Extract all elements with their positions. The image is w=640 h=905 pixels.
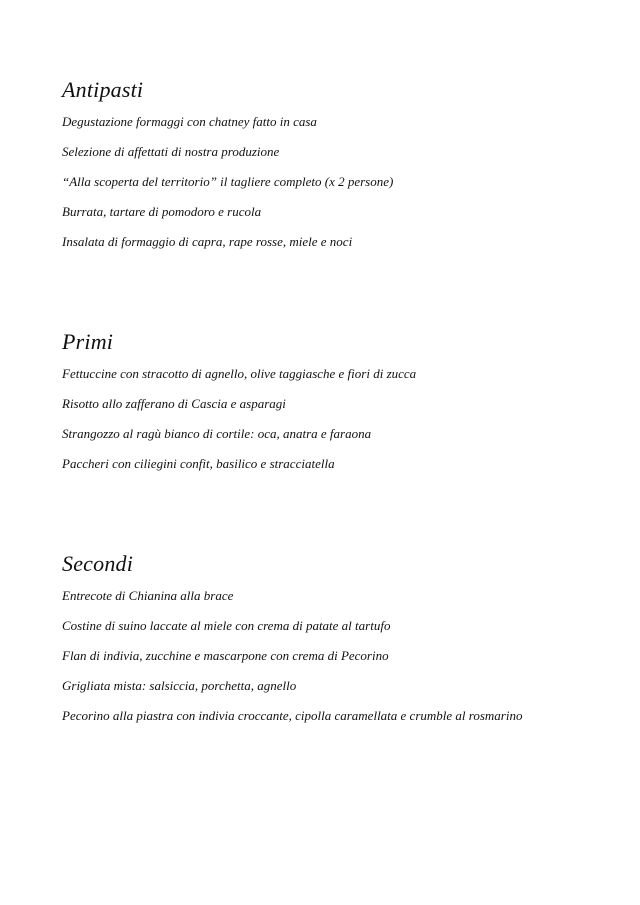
- menu-item: Grigliata mista: salsiccia, porchetta, agnello: [62, 678, 297, 693]
- section-title: Primi: [62, 329, 114, 354]
- section-title: Antipasti: [62, 77, 144, 102]
- menu-item: Pecorino alla piastra con indivia croccante, cipolla caramellata e crumble al rosmarino: [62, 708, 523, 723]
- menu-item: Degustazione formaggi con chatney fatto in casa: [62, 114, 317, 129]
- menu-item: Entrecote di Chianina alla brace: [62, 588, 234, 603]
- menu-item: Flan di indivia, zucchine e mascarpone con crema di Pecorino: [62, 648, 389, 663]
- menu-item: Selezione di affettati di nostra produzione: [62, 144, 280, 159]
- section-title: Secondi: [62, 551, 134, 576]
- menu-item: Risotto allo zafferano di Cascia e asparagi: [62, 396, 286, 411]
- menu-item: Fettuccine con stracotto di agnello, olive taggiasche e fiori di zucca: [62, 366, 417, 381]
- menu-item: “Alla scoperta del territorio” il tagliere completo (x 2 persone): [62, 174, 394, 189]
- section-antipasti: [62, 78, 622, 264]
- menu-item: Paccheri con ciliegini confit, basilico e stracciatella: [62, 456, 335, 471]
- section-primi: [62, 330, 622, 486]
- menu-item: Insalata di formaggio di capra, rape rosse, miele e noci: [62, 234, 353, 249]
- section-secondi: [62, 552, 622, 738]
- menu-item: Strangozzo al ragù bianco di cortile: oca, anatra e faraona: [62, 426, 372, 441]
- menu-item: Burrata, tartare di pomodoro e rucola: [62, 204, 262, 219]
- menu-item: Costine di suino laccate al miele con crema di patate al tartufo: [62, 618, 391, 633]
